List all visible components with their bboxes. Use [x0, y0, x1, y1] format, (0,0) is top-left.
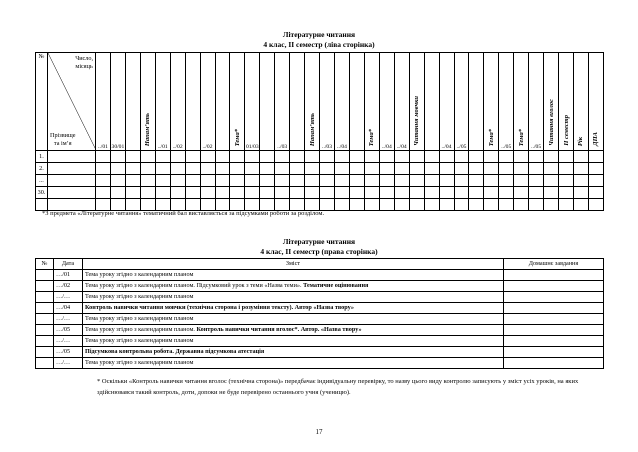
- plan-row: [36, 325, 604, 336]
- plan-row-text: Тема уроку згідно з календарним планом. Підсумковий урок з теми «Назва теми».: [85, 282, 304, 289]
- journal-cell: [125, 151, 140, 163]
- journal-cell: [514, 187, 529, 199]
- plan-row-date: …/…: [54, 292, 83, 303]
- plan-row: [36, 303, 604, 314]
- vertical-header-label: Тема*: [368, 128, 376, 146]
- journal-cell: [155, 163, 170, 175]
- journal-cell: [379, 199, 394, 211]
- plan-row-content: [83, 292, 504, 303]
- journal-cell: [588, 163, 603, 175]
- journal-cell: [110, 163, 125, 175]
- journal-cell: [559, 187, 574, 199]
- journal-cell: [469, 151, 484, 163]
- journal-cell: [364, 163, 379, 175]
- plan-header-no: №: [36, 259, 54, 270]
- plan-row-text: Тема уроку згідно з календарним планом: [85, 315, 194, 322]
- vertical-header-label: Читання вголос: [547, 99, 555, 146]
- journal-header-no: №: [36, 53, 48, 151]
- journal-cell: [245, 175, 260, 187]
- journal-cell: [200, 151, 215, 163]
- journal-cell: [544, 175, 559, 187]
- journal-row: [36, 175, 604, 187]
- journal-cell: [96, 175, 111, 187]
- journal-cell: [529, 187, 544, 199]
- plan-row-bold-text: Тематичне оцінювання: [303, 282, 369, 289]
- journal-cell: [125, 187, 140, 199]
- journal-cell: [349, 175, 364, 187]
- plan-row-date: …/…: [54, 358, 83, 369]
- plan-header-homework: Домашнє завдання: [504, 259, 604, 270]
- journal-date-cell: 30/01: [110, 53, 125, 151]
- journal-cell: [260, 187, 275, 199]
- journal-cell: [305, 151, 320, 163]
- journal-cell: [424, 151, 439, 163]
- journal-cell: [200, 187, 215, 199]
- plan-row-date: …/…: [54, 336, 83, 347]
- journal-table: [35, 52, 604, 211]
- plan-row-number: [36, 347, 54, 358]
- journal-cell: [588, 187, 603, 199]
- journal-row: [36, 163, 604, 175]
- plan-row-content: [83, 336, 504, 347]
- journal-cell: [320, 151, 335, 163]
- journal-header-date: Число, місяць: [75, 55, 93, 70]
- vertical-header-label: Напам’ять: [308, 112, 316, 146]
- journal-cell: [290, 175, 305, 187]
- journal-cell: [140, 151, 155, 163]
- journal-cell: [185, 175, 200, 187]
- journal-cell: [230, 187, 245, 199]
- plan-row: [36, 314, 604, 325]
- journal-header-v9: [559, 53, 574, 151]
- plan-row: [36, 336, 604, 347]
- journal-cell: [275, 187, 290, 199]
- journal-cell: [215, 187, 230, 199]
- journal-date-cell: ../01: [155, 53, 170, 151]
- journal-cell: [320, 163, 335, 175]
- journal-cell: [484, 187, 499, 199]
- plan-row-homework: [504, 303, 604, 314]
- journal-cell: [469, 187, 484, 199]
- journal-date-cell: ../05: [499, 53, 514, 151]
- plan-row-homework: [504, 270, 604, 281]
- journal-header-row: [36, 53, 604, 151]
- journal-cell: [260, 175, 275, 187]
- journal-cell: [454, 151, 469, 163]
- journal-cell: [155, 187, 170, 199]
- plan-row-number: [36, 314, 54, 325]
- plan-row-content: [83, 358, 504, 369]
- plan-row-homework: [504, 358, 604, 369]
- plan-row-content: [83, 325, 504, 336]
- journal-cell: [424, 175, 439, 187]
- plan-row-number: [36, 292, 54, 303]
- plan-row-homework: [504, 336, 604, 347]
- journal-cell: [335, 187, 350, 199]
- journal-cell: [424, 199, 439, 211]
- journal-cell: [170, 163, 185, 175]
- journal-cell: [245, 163, 260, 175]
- journal-cell: [364, 151, 379, 163]
- journal-cell: [305, 175, 320, 187]
- vertical-header-label: Тема*: [487, 128, 495, 146]
- journal-cell: [409, 175, 424, 187]
- plan-header-content: Зміст: [83, 259, 504, 270]
- journal-cell: [529, 175, 544, 187]
- journal-date-cell: 01/03: [245, 53, 260, 151]
- plan-row-text: Тема уроку згідно з календарним планом.: [85, 326, 197, 333]
- journal-row-number: 30.: [36, 187, 48, 199]
- journal-header-v2: [230, 53, 245, 151]
- journal-cell: [110, 175, 125, 187]
- journal-cell: [140, 175, 155, 187]
- journal-header-v4: [364, 53, 379, 151]
- journal-cell: [574, 175, 589, 187]
- journal-cell: [439, 151, 454, 163]
- journal-cell: [125, 163, 140, 175]
- plan-table: [35, 258, 604, 369]
- plan-row-homework: [504, 292, 604, 303]
- plan-row-bold-text: Контроль навички читання мовчки (технічна сторона і розуміння тексту). Автор «Назва твору»: [85, 304, 354, 311]
- journal-cell: [364, 175, 379, 187]
- journal-date-cell: ../04: [379, 53, 394, 151]
- journal-header-diagonal: [48, 53, 96, 151]
- journal-cell: [260, 151, 275, 163]
- journal-row: [36, 151, 604, 163]
- journal-cell: [230, 163, 245, 175]
- plan-row-content: [83, 347, 504, 358]
- journal-cell: [48, 151, 96, 163]
- journal-cell: [320, 175, 335, 187]
- journal-cell: [379, 187, 394, 199]
- journal-cell: [544, 199, 559, 211]
- journal-cell: [379, 151, 394, 163]
- plan-row-date: …/…: [54, 314, 83, 325]
- plan-row-number: [36, 303, 54, 314]
- journal-cell: [110, 151, 125, 163]
- journal-cell: [559, 199, 574, 211]
- plan-row-text: Тема уроку згідно з календарним планом: [85, 293, 194, 300]
- plan-row: [36, 347, 604, 358]
- journal-cell: [588, 199, 603, 211]
- journal-date-cell: ../02: [200, 53, 215, 151]
- page-number: 17: [315, 428, 323, 436]
- journal-header-v8: [544, 53, 559, 151]
- journal-cell: [454, 199, 469, 211]
- journal-cell: [230, 151, 245, 163]
- journal-cell: [484, 199, 499, 211]
- journal-cell: [499, 187, 514, 199]
- journal-cell: [200, 175, 215, 187]
- plan-row-homework: [504, 325, 604, 336]
- journal-cell: [439, 175, 454, 187]
- journal-cell: [379, 175, 394, 187]
- plan-row-homework: [504, 281, 604, 292]
- journal-cell: [335, 199, 350, 211]
- journal-cell: [484, 175, 499, 187]
- journal-date-cell: [469, 53, 484, 151]
- journal-cell: [529, 163, 544, 175]
- journal-cell: [275, 151, 290, 163]
- journal-cell: [349, 199, 364, 211]
- journal-cell: [394, 199, 409, 211]
- plan-row-text: Тема уроку згідно з календарним планом: [85, 271, 194, 278]
- journal-date-cell: ../04: [439, 53, 454, 151]
- journal-cell: [514, 151, 529, 163]
- journal-cell: [170, 151, 185, 163]
- journal-cell: [484, 151, 499, 163]
- journal-cell: [559, 163, 574, 175]
- journal-cell: [245, 187, 260, 199]
- journal-cell: [394, 163, 409, 175]
- journal-cell: [305, 187, 320, 199]
- journal-cell: [215, 151, 230, 163]
- journal-cell: [349, 151, 364, 163]
- journal-header-v5: [409, 53, 424, 151]
- journal-cell: [200, 163, 215, 175]
- journal-cell: [409, 187, 424, 199]
- journal-date-cell: ../01: [96, 53, 111, 151]
- journal-cell: [185, 187, 200, 199]
- journal-cell: [544, 187, 559, 199]
- journal-cell: [514, 163, 529, 175]
- journal-cell: [140, 187, 155, 199]
- journal-cell: [290, 151, 305, 163]
- journal-cell: [544, 151, 559, 163]
- journal-cell: [559, 175, 574, 187]
- journal-cell: [559, 151, 574, 163]
- plan-row-content: [83, 270, 504, 281]
- journal-cell: [364, 187, 379, 199]
- journal-cell: [439, 163, 454, 175]
- journal-cell: [48, 163, 96, 175]
- plan-row-bold-text: Контроль навички читання вголос*. Автор. «Назва твору»: [196, 326, 362, 333]
- journal-date-cell: ../02: [170, 53, 185, 151]
- journal-header-v1: [140, 53, 155, 151]
- journal-cell: [499, 199, 514, 211]
- journal-date-cell: [260, 53, 275, 151]
- journal-cell: [48, 187, 96, 199]
- journal-cell: [514, 199, 529, 211]
- journal-cell: [469, 163, 484, 175]
- journal-cell: [170, 175, 185, 187]
- plan-row: [36, 270, 604, 281]
- journal-cell: [215, 175, 230, 187]
- journal-date-cell: [290, 53, 305, 151]
- plan-row-number: [36, 270, 54, 281]
- plan-row-content: [83, 303, 504, 314]
- journal-header-v3: [305, 53, 320, 151]
- journal-cell: [544, 163, 559, 175]
- journal-cell: [424, 163, 439, 175]
- journal-cell: [454, 187, 469, 199]
- plan-row-date: …/04: [54, 303, 83, 314]
- vertical-header-label: ДПА: [592, 132, 600, 146]
- plan-header-date: Дата: [54, 259, 83, 270]
- journal-cell: [499, 175, 514, 187]
- journal-cell: [215, 163, 230, 175]
- vertical-header-label: Напам’ять: [144, 112, 152, 146]
- journal-cell: [409, 163, 424, 175]
- journal-cell: [275, 175, 290, 187]
- journal-cell: [290, 187, 305, 199]
- journal-date-cell: ../04: [335, 53, 350, 151]
- vertical-header-label: Читання мовчки: [413, 96, 421, 146]
- journal-subtitle: 4 клас, ІІ семестр (ліва сторінка): [263, 40, 375, 49]
- journal-cell: [499, 151, 514, 163]
- journal-row-number: ...: [36, 175, 48, 187]
- journal-header-v11: [588, 53, 603, 151]
- journal-cell: [335, 163, 350, 175]
- journal-header-v6: [484, 53, 499, 151]
- journal-cell: [588, 175, 603, 187]
- journal-date-cell: ../04: [394, 53, 409, 151]
- journal-cell: [364, 199, 379, 211]
- journal-cell: [394, 151, 409, 163]
- plan-row-number: [36, 358, 54, 369]
- journal-cell: [185, 151, 200, 163]
- journal-cell: [574, 187, 589, 199]
- journal-cell: [185, 163, 200, 175]
- journal-cell: [529, 151, 544, 163]
- plan-row: [36, 281, 604, 292]
- plan-row-number: [36, 281, 54, 292]
- journal-cell: [574, 151, 589, 163]
- journal-date-cell: ../05: [454, 53, 469, 151]
- journal-cell: [394, 187, 409, 199]
- journal-cell: [245, 151, 260, 163]
- journal-row: [36, 187, 604, 199]
- plan-row-bold-text: Підсумкова контрольна робота. Державна підсумкова атестація: [85, 348, 265, 355]
- journal-cell: [275, 163, 290, 175]
- journal-header-v10: [574, 53, 589, 151]
- journal-cell: [409, 199, 424, 211]
- journal-date-cell: [349, 53, 364, 151]
- journal-date-cell: [215, 53, 230, 151]
- plan-row-text: Тема уроку згідно з календарним планом: [85, 359, 194, 366]
- journal-cell: [96, 163, 111, 175]
- journal-cell: [320, 187, 335, 199]
- plan-row-date: …/01: [54, 270, 83, 281]
- journal-cell: [439, 187, 454, 199]
- journal-row-number: 2.: [36, 163, 48, 175]
- journal-cell: [335, 175, 350, 187]
- vertical-header-label: Тема*: [517, 128, 525, 146]
- journal-cell: [454, 175, 469, 187]
- plan-row: [36, 292, 604, 303]
- plan-footnote: * Оскільки «Контроль навички читання вголос (технічна сторона)» передбачає індивідуальну перевірку, то назву цього виду контролю записують у зміст усіх уроків, на яких здійснювався такий контроль, доти, допоки не буде перевірено останнього учня (ученицю).: [97, 378, 579, 396]
- journal-cell: [574, 199, 589, 211]
- plan-row-number: [36, 325, 54, 336]
- journal-cell: [499, 163, 514, 175]
- plan-row-homework: [504, 347, 604, 358]
- journal-cell: [469, 175, 484, 187]
- journal-cell: [588, 151, 603, 163]
- journal-cell: [110, 187, 125, 199]
- journal-cell: [305, 163, 320, 175]
- journal-date-cell: ../03: [275, 53, 290, 151]
- journal-cell: [155, 151, 170, 163]
- vertical-header-label: ІІ семестр: [562, 115, 570, 146]
- journal-header-name: Прізвище та ім’я: [50, 132, 76, 147]
- plan-header-row: [36, 259, 604, 270]
- journal-cell: [484, 163, 499, 175]
- plan-row-number: [36, 336, 54, 347]
- journal-date-cell: [424, 53, 439, 151]
- journal-cell: [424, 187, 439, 199]
- journal-cell: [379, 163, 394, 175]
- plan-row: [36, 358, 604, 369]
- journal-cell: [439, 199, 454, 211]
- plan-row-homework: [504, 314, 604, 325]
- journal-date-cell: ../05: [529, 53, 544, 151]
- journal-cell: [48, 175, 96, 187]
- journal-cell: [454, 163, 469, 175]
- journal-header-v7: [514, 53, 529, 151]
- journal-cell: [230, 175, 245, 187]
- journal-date-cell: [185, 53, 200, 151]
- plan-row-content: [83, 281, 504, 292]
- journal-cell: [349, 187, 364, 199]
- journal-cell: [170, 187, 185, 199]
- journal-cell: [155, 175, 170, 187]
- journal-cell: [529, 199, 544, 211]
- plan-title: Літературне читання: [282, 237, 356, 246]
- journal-footnote: *З предмета «Літературне читання» тематичний бал виставляється за підсумками роботи за розділом.: [42, 210, 325, 217]
- journal-cell: [394, 175, 409, 187]
- vertical-header-label: Рік: [577, 136, 585, 146]
- journal-cell: [260, 163, 275, 175]
- journal-title: Літературне читання: [282, 30, 356, 39]
- plan-row-date: …/02: [54, 281, 83, 292]
- journal-cell: [335, 151, 350, 163]
- plan-row-content: [83, 314, 504, 325]
- journal-date-cell: ../03: [320, 53, 335, 151]
- plan-row-date: …/05: [54, 347, 83, 358]
- journal-row-number: 1.: [36, 151, 48, 163]
- journal-cell: [469, 199, 484, 211]
- journal-cell: [349, 163, 364, 175]
- journal-cell: [514, 175, 529, 187]
- plan-subtitle: 4 клас, ІІ семестр (права сторінка): [260, 247, 378, 256]
- plan-row-text: Тема уроку згідно з календарним планом: [85, 337, 194, 344]
- journal-cell: [574, 163, 589, 175]
- vertical-header-label: Тема*: [233, 128, 241, 146]
- journal-cell: [125, 175, 140, 187]
- journal-cell: [409, 151, 424, 163]
- journal-cell: [290, 163, 305, 175]
- journal-cell: [96, 151, 111, 163]
- plan-row-date: …/05: [54, 325, 83, 336]
- journal-cell: [140, 163, 155, 175]
- journal-cell: [96, 187, 111, 199]
- journal-date-cell: [125, 53, 140, 151]
